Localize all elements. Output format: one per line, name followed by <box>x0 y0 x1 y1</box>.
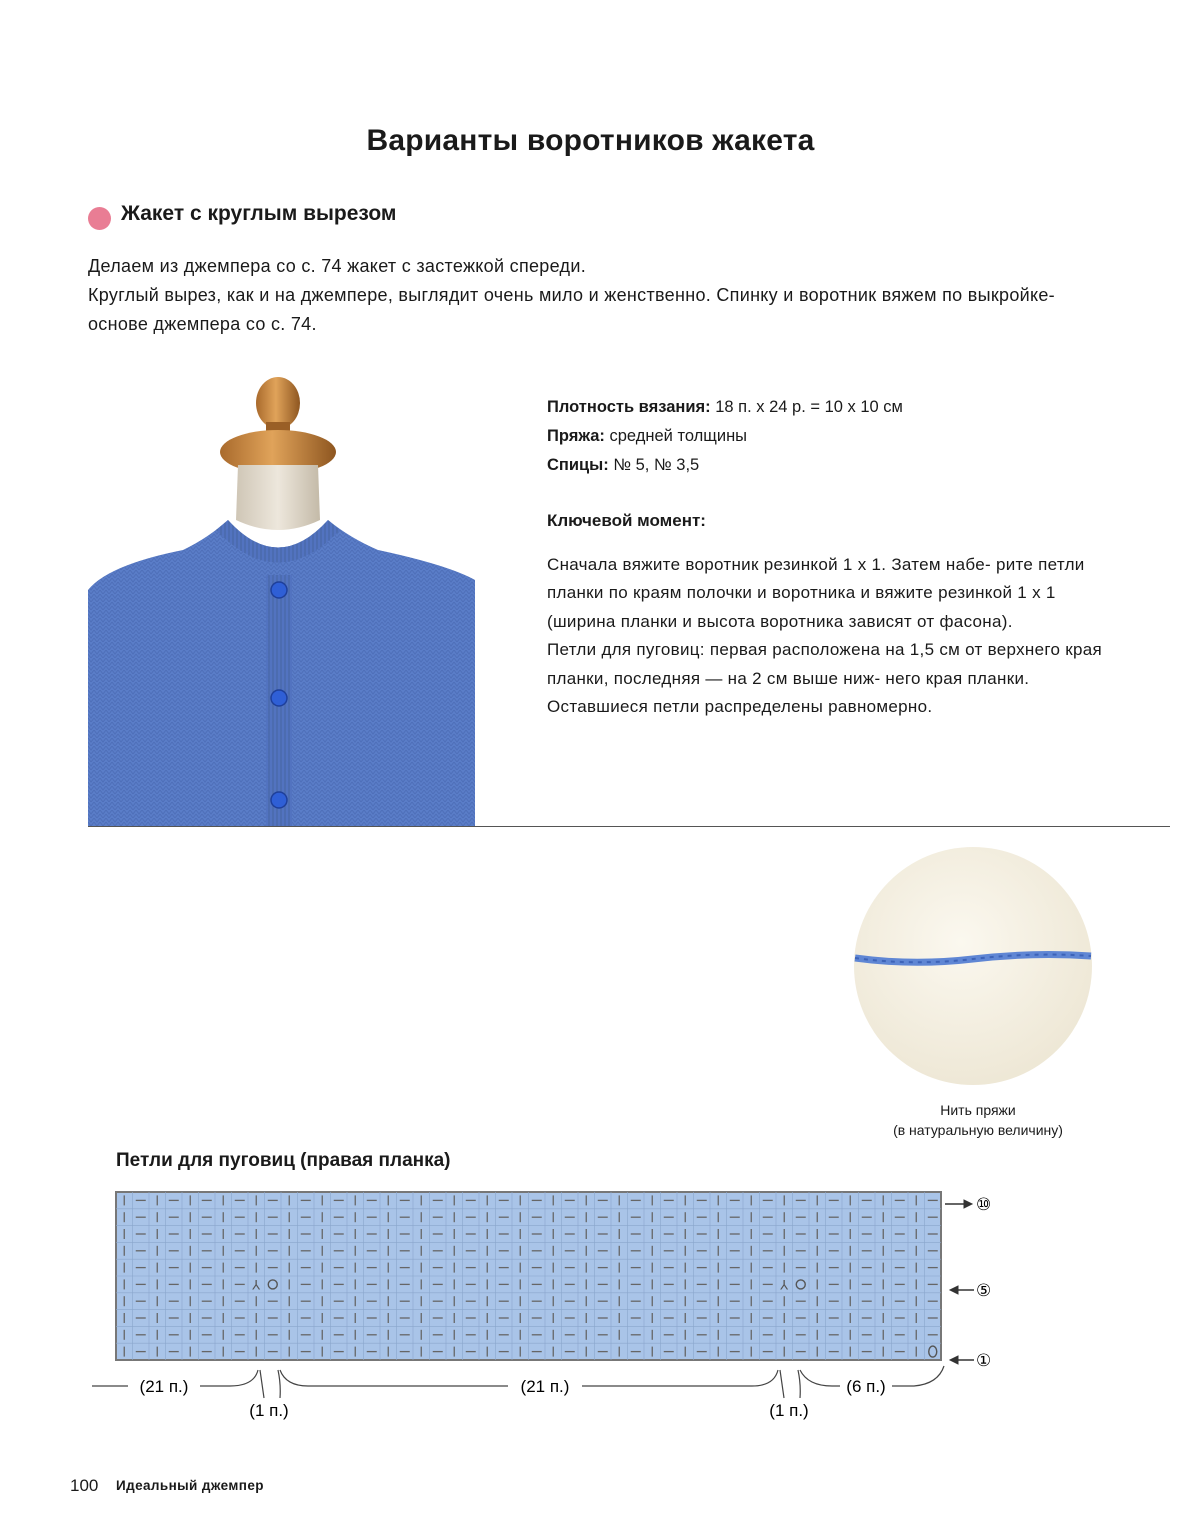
yarn-sample-photo <box>853 846 1093 1086</box>
key-paragraph-2: Петли для пуговиц: первая расположена на 1,5 см от верхнего края планки, последняя — на 2 см выше ниж- него края планки. Оставшиеся петли распределены равномерно. <box>547 640 1103 717</box>
specs-block <box>547 393 1107 480</box>
key-paragraph-1: Сначала вяжите воротник резинкой 1 х 1. Затем набе- рите петли планки по краям полочки и воротника и вяжите резинкой 1 х 1 (ширина планки и высота воротника зависят от фасона). <box>547 555 1085 631</box>
segment-label-2: (21 п.) <box>520 1377 570 1396</box>
row-marker-1: ① <box>976 1351 992 1371</box>
yarn-caption <box>853 1100 1103 1140</box>
buttonhole-chart <box>88 1186 1108 1426</box>
spec-gauge: Плотность вязания: 18 п. х 24 р. = 10 х 10 см <box>547 398 903 416</box>
divider <box>88 826 1170 827</box>
row-arrows <box>945 1200 974 1364</box>
book-title: Идеальный джемпер <box>116 1478 264 1493</box>
key-moment-title: Ключевой момент: <box>547 511 706 530</box>
decrease-symbol: ⅄ <box>780 1277 789 1293</box>
decrease-symbol: ⅄ <box>252 1277 261 1293</box>
section-bullet-icon <box>88 207 111 230</box>
row-marker-10: ⑩ <box>976 1195 992 1215</box>
intro-line-2: Круглый вырез, как и на джемпере, выглядит очень мило и женственно. Спинку и воротник вяжем по выкройке-основе джемпера со с. 74. <box>88 285 1055 334</box>
yarn-caption-line-2: (в натуральную величину) <box>893 1122 1063 1138</box>
cardigan-photo <box>88 370 475 827</box>
yarn-caption-line-1: Нить пряжи <box>940 1102 1016 1118</box>
section-heading: Жакет с круглым вырезом <box>121 202 397 225</box>
stitch-grid <box>116 1192 941 1360</box>
segment-label-1: (21 п.) <box>139 1377 189 1396</box>
page-number: 100 <box>70 1476 99 1495</box>
intro-text <box>88 252 1098 339</box>
segment-label-4: (1 п.) <box>249 1401 289 1420</box>
chart-title: Петли для пуговиц (правая планка) <box>116 1150 451 1171</box>
row-marker-5: ⑤ <box>976 1281 992 1301</box>
key-moment-text <box>547 551 1107 721</box>
page-title: Варианты воротников жакета <box>366 124 815 157</box>
spec-yarn: Пряжа: средней толщины <box>547 427 748 445</box>
segment-label-3: (6 п.) <box>846 1377 886 1396</box>
spec-needles: Спицы: № 5, № 3,5 <box>547 456 700 474</box>
segment-label-5: (1 п.) <box>769 1401 809 1420</box>
segment-brackets <box>92 1366 944 1398</box>
intro-line-1: Делаем из джемпера со с. 74 жакет с застежкой спереди. <box>88 256 586 276</box>
